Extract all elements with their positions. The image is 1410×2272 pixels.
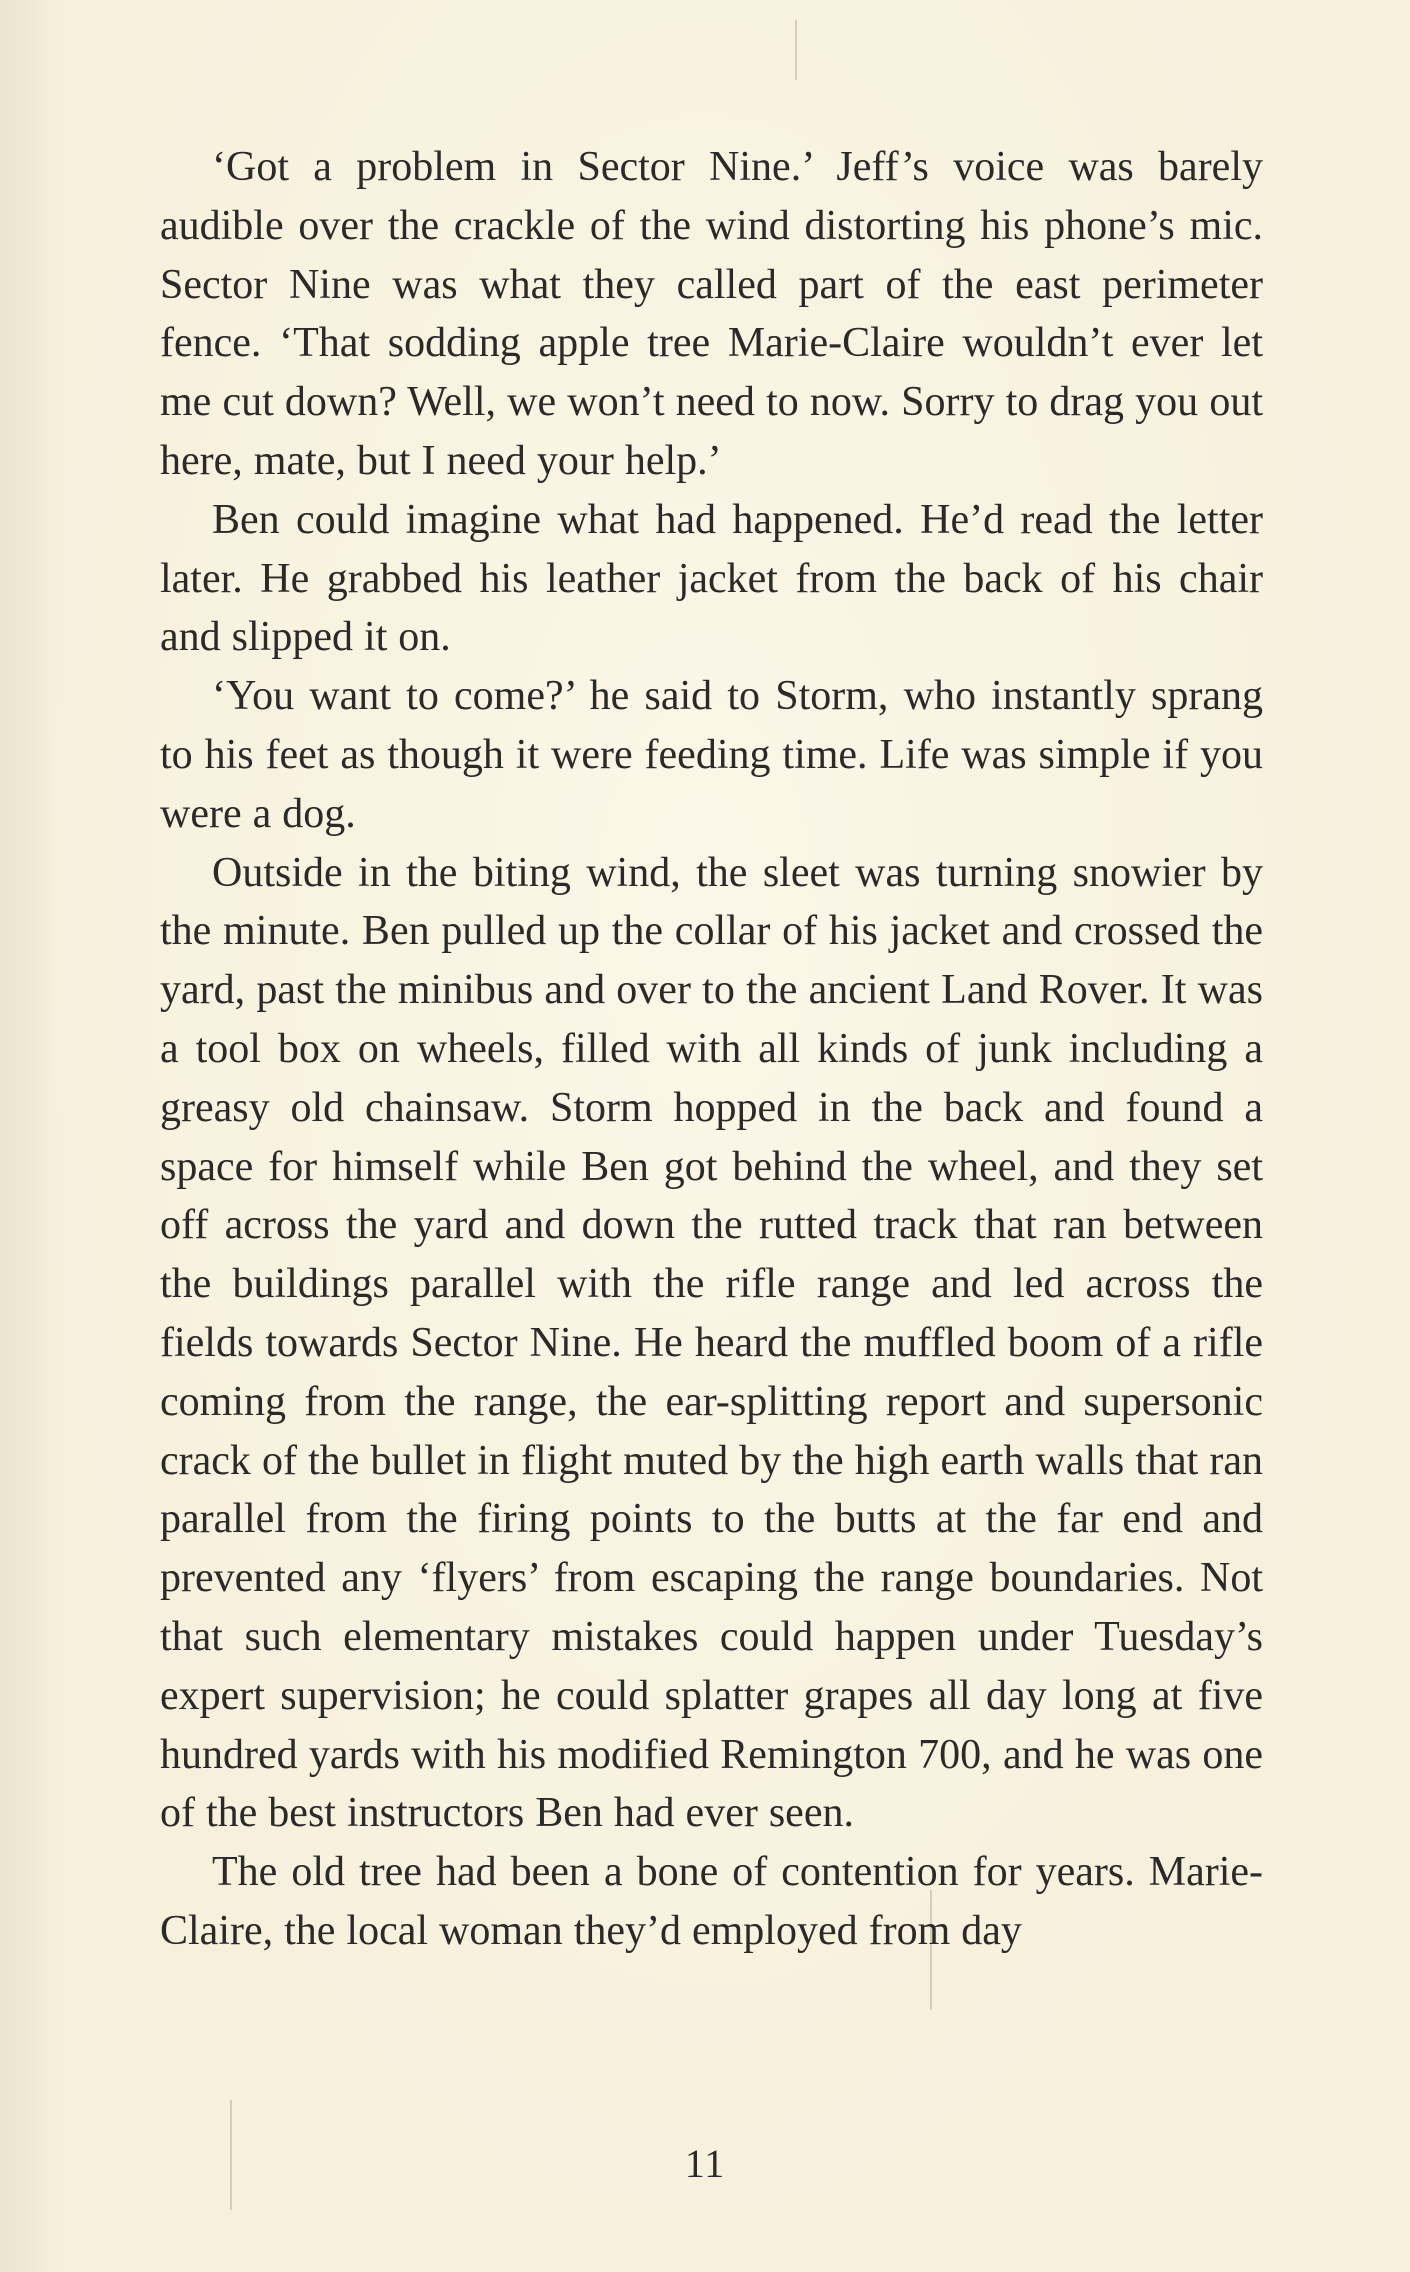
paragraph: Outside in the biting wind, the sleet was turning snowier by the minute. Ben pulled up the collar of his jacket and crossed the yard, past the minibus and over to the ancient Land Rover. It was a tool box on wheels, filled with all kinds of junk including a greasy old chainsaw. Storm hopped in the back and found a space for himself while Ben got behind the wheel, and they set off across the yard and down the rutted track that ran between the buildings parallel with the rifle range and led across the fields towards Sector Nine. He heard the muffled boom of a rifle coming from the range, the ear-splitting report and supersonic crack of the bullet in flight muted by the high earth walls that ran parallel from the firing points to the butts at the far end and prevented any ‘flyers’ from escaping the range boundaries. Not that such elementary mistakes could happen under Tuesday’s expert supervision; he could splatter grapes all day long at five hundred yards with his modified Remington 700, and he was one of the best instructors Ben had ever seen.: [160, 849, 1263, 1837]
paragraph: ‘Got a problem in Sector Nine.’ Jeff’s voice was barely audible over the crackle of the wind distorting his phone’s mic. Sector Nine was what they called part of the east perimeter fence. ‘That sodding apple tree Marie-Claire wouldn’t ever let me cut down? Well, we won’t need to now. Sorry to drag you out here, mate, but I need your help.’: [160, 144, 1263, 484]
gutter-shadow: [0, 0, 60, 2272]
body-text: [160, 138, 1263, 1961]
paragraph: ‘You want to come?’ he said to Storm, who instantly sprang to his feet as though it were feeding time. Life was simple if you were a dog.: [160, 673, 1263, 837]
paragraph: Ben could imagine what had happened. He’d read the letter later. He grabbed his leather jacket from the back of his chair and slipped it on.: [160, 496, 1263, 661]
show-through-mark: [795, 20, 797, 80]
paragraph: The old tree had been a bone of contention for years. Marie-Claire, the local woman they’d employed from day: [160, 1849, 1263, 1954]
page-number: 11: [684, 2141, 726, 2186]
